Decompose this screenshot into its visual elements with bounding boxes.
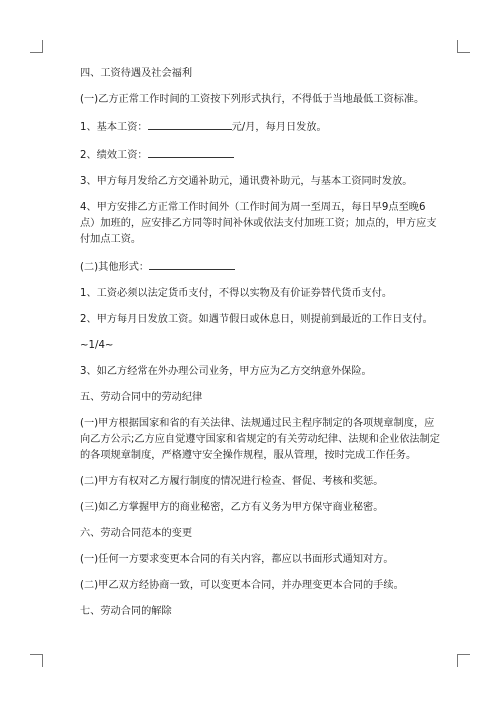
section-7-title: 七、劳动合同的解除 (80, 606, 172, 617)
paragraph-change-notice: (一)任何一方要求变更本合同的有关内容，都应以书面形式通知对方。 (80, 554, 394, 565)
base-salary-suffix: 元/月，每月日发放。 (231, 122, 327, 133)
paragraph-allowance: 3、甲方每月发给乙方交通补助元，通讯费补助元，与基本工资同时发放。 (80, 176, 413, 187)
other-forms-label: (二)其他形式： (80, 262, 150, 273)
crop-mark-bottom-left (30, 654, 43, 667)
paragraph-payday: 2、甲方每月日发放工资。如遇节假日或休息日，则提前到最近的工作日支付。 (80, 314, 433, 325)
crop-mark-top-left (30, 40, 43, 53)
other-forms-blank (149, 258, 235, 270)
page-number: ~1/4~ (80, 340, 114, 351)
paragraph-rules: (一)甲方根据国家和省的有关法律、法规通过民主程序制定的各项规章制度，应向乙方公示;乙方应自觉遵守国家和省规定的有关劳动纪律、法规和企业依法制定的各项规章制度，严格遵守安全操作规程，服从管理，按时完成工作任务。 (80, 418, 440, 461)
paragraph-inspection: (二)甲方有权对乙方履行制度的情况进行检查、督促、考核和奖惩。 (80, 476, 384, 487)
paragraph-change-agreement: (二)甲乙双方经协商一致，可以变更本合同，并办理变更本合同的手续。 (80, 580, 404, 591)
paragraph-other-forms (80, 258, 440, 276)
paragraph-wage-form: (一)乙方正常工作时间的工资按下列形式执行，不得低于当地最低工资标准。 (80, 94, 425, 105)
base-salary-label: 1、基本工资： (80, 122, 148, 133)
crop-mark-top-right (457, 40, 470, 53)
base-salary-blank (148, 118, 232, 130)
paragraph-confidentiality: (三)如乙方掌握甲方的商业秘密，乙方有义务为甲方保守商业秘密。 (80, 502, 384, 513)
section-6-title: 六、劳动合同范本的变更 (80, 528, 193, 539)
crop-mark-bottom-right (457, 654, 470, 667)
paragraph-overtime: 4、甲方安排乙方正常工作时间外（工作时间为周一至周五，每日早9点至晚6点）加班的，应安排乙方同等时间补休或依法支付加班工资；加点的，甲方应支付加点工资。 (80, 202, 437, 245)
document-body (80, 66, 440, 630)
performance-salary-blank (148, 146, 234, 158)
section-5-title: 五、劳动合同中的劳动纪律 (80, 392, 203, 403)
section-4-title: 四、工资待遇及社会福利 (80, 68, 193, 79)
performance-salary-label: 2、绩效工资： (80, 150, 148, 161)
paragraph-insurance: 3、如乙方经常在外办理公司业务，甲方应为乙方交纳意外保险。 (80, 366, 372, 377)
paragraph-base-salary (80, 118, 440, 136)
paragraph-legal-currency: 1、工资必须以法定货币支付，不得以实物及有价证券替代货币支付。 (80, 288, 393, 299)
paragraph-performance-salary (80, 146, 440, 164)
